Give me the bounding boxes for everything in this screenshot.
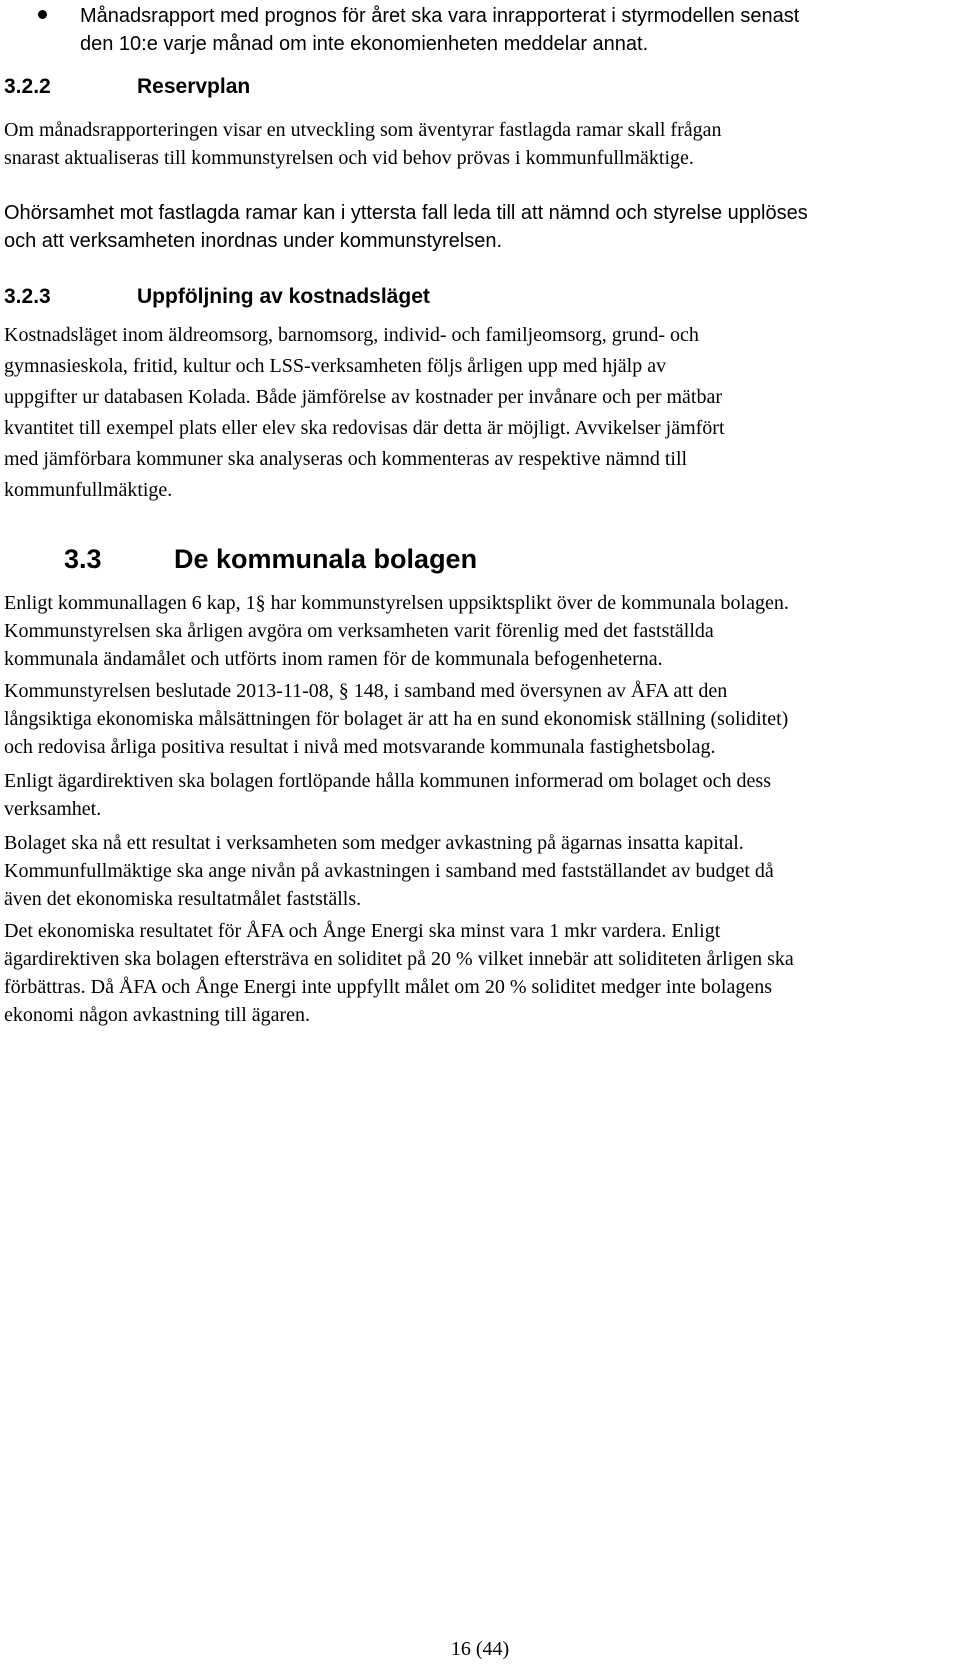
paragraph-bolagen-2 [4,677,954,761]
text-line: uppgifter ur databasen Kolada. Både jämförelse av kostnader per invånare och per mätbar [4,386,723,408]
text-line: förbättras. Då ÅFA och Ånge Energi inte uppfyllt målet om 20 % soliditet medger inte bolagens [4,976,772,998]
text-line: ekonomi någon avkastning till ägaren. [4,1004,311,1026]
paragraph-kostnadslaget [4,320,954,506]
text-line: Det ekonomiska resultatet för ÅFA och Ånge Energi ska minst vara 1 mkr vardera. Enligt [4,920,721,942]
section-heading-3-2-3 [4,283,430,311]
text-line: långsiktiga ekonomiska målsättningen för bolaget är att ha en sund ekonomisk ställning (soliditet) [4,708,789,730]
paragraph-bolagen-4 [4,829,954,913]
text-line: även det ekonomiska resultatmålet fastställs. [4,888,362,910]
paragraph-bolagen-1 [4,589,954,673]
text-line: och att verksamheten inordnas under kommunstyrelsen. [4,230,503,252]
text-line: ägardirektiven ska bolagen eftersträva en soliditet på 20 % vilket innebär att soliditeten årligen ska [4,948,794,970]
bullet-line [0,30,960,58]
text-line: Kostnadsläget inom äldreomsorg, barnomsorg, individ- och familjeomsorg, grund- och [4,324,699,346]
text-line: snarast aktualiseras till kommunstyrelsen och vid behov prövas i kommunfullmäktige. [4,147,694,169]
text-line: Enligt ägardirektiven ska bolagen fortlöpande hålla kommunen informerad om bolaget och dess [4,770,771,792]
paragraph-bolagen-5 [4,917,954,1029]
section-number: 3.2.3 [4,285,51,308]
paragraph-reservplan-2 [4,199,954,255]
paragraph-reservplan-1 [4,116,954,172]
text-line: kommunfullmäktige. [4,479,173,501]
section-number: 3.3 [64,544,102,574]
section-number: 3.2.2 [4,75,51,98]
paragraph-bolagen-3 [4,767,954,823]
section-title: De kommunala bolagen [174,544,478,574]
text-line: verksamhet. [4,798,102,820]
text-line: Ohörsamhet mot fastlagda ramar kan i yttersta fall leda till att nämnd och styrelse upplöses [4,202,808,224]
text-line: gymnasieskola, fritid, kultur och LSS-verksamheten följs årligen upp med hjälp av [4,355,667,377]
text-line: och redovisa årliga positiva resultat i nivå med motsvarande kommunala fastighetsbolag. [4,736,716,758]
text-line: med jämförbara kommuner ska analyseras och kommenteras av respektive nämnd till [4,448,688,470]
text-line: kvantitet till exempel plats eller elev ska redovisas där detta är möjligt. Avvikelser jämfört [4,417,725,439]
text-line: Kommunfullmäktige ska ange nivån på avkastningen i samband med fastställandet av budget då [4,860,774,882]
text-line: Bolaget ska nå ett resultat i verksamheten som medger avkastning på ägarnas insatta kapital. [4,832,744,854]
bullet-list-item [0,2,960,58]
text-line: kommunala ändamålet och utförts inom ramen för de kommunala befogenheterna. [4,648,663,670]
text-line: Kommunstyrelsen beslutade 2013-11-08, § 148, i samband med översynen av ÅFA att den [4,680,728,702]
section-heading-3-2-2 [4,73,250,101]
section-heading-3-3 [64,542,477,576]
bullet-text-line-2: den 10:e varje månad om inte ekonomienheten meddelar annat. [80,33,649,55]
text-line: Kommunstyrelsen ska årligen avgöra om verksamheten varit förenlig med det fastställda [4,620,714,642]
bullet-dot-icon [38,10,47,19]
section-title: Reservplan [137,75,251,98]
text-line: Om månadsrapporteringen visar en utveckling som äventyrar fastlagda ramar skall frågan [4,119,722,141]
text-line: Enligt kommunallagen 6 kap, 1§ har kommunstyrelsen uppsiktsplikt över de kommunala bolagen. [4,592,789,614]
page-number: 16 (44) [450,1638,510,1660]
bullet-text-line-1: Månadsrapport med prognos för året ska vara inrapporterat i styrmodellen senast [80,5,800,27]
section-title: Uppföljning av kostnadsläget [137,285,430,308]
bullet-line [0,2,960,30]
